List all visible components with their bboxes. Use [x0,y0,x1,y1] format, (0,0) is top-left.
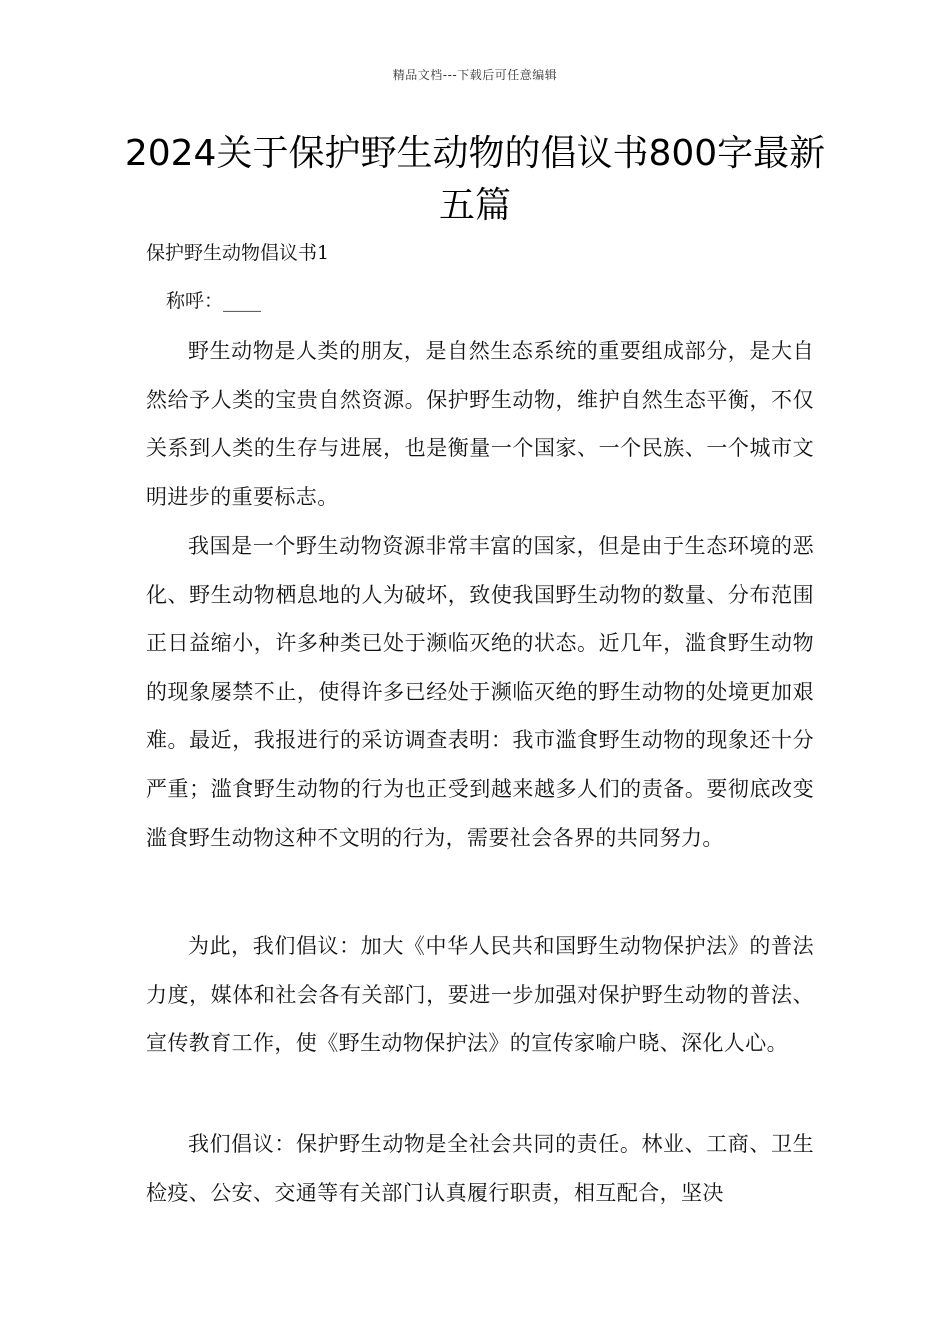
body-paragraph: 为此，我们倡议：加大《中华人民共和国野生动物保护法》的普法力度，媒体和社会各有关部门，要进一步加强对保护野生动物的普法、宣传教育工作，使《野生动物保护法》的宣传家喻户晓、深化人心。 [146,934,814,1056]
body-paragraph: 我国是一个野生动物资源非常丰富的国家，但是由于生态环境的恶化、野生动物栖息地的人为破坏，致使我国野生动物的数量、分布范围正日益缩小，许多种类已处于濒临灭绝的状态。近几年，滥食野生动物的现象屡禁不止，使得许多已经处于濒临灭绝的野生动物的处境更加艰难。最近，我报进行的采访调查表明：我市滥食野生动物的现象还十分严重；滥食野生动物的行为也正受到越来越多人们的责备。要彻底改变滥食野生动物这种不文明的行为，需要社会各界的共同努力。 [146,534,814,850]
body-paragraph: 野生动物是人类的朋友，是自然生态系统的重要组成部分，是大自然给予人类的宝贵自然资源。保护野生动物，维护自然生态平衡，不仅关系到人类的生存与进展，也是衡量一个国家、一个民族、一个城市文明进步的重要标志。 [146,339,814,509]
section-subheading: 保护野生动物倡议书1 [146,242,330,264]
body-paragraph: 我们倡议：保护野生动物是全社会共同的责任。林业、工商、卫生检疫、公安、交通等有关部门认真履行职责，相互配合，坚决 [146,1132,814,1205]
salutation-line: 称呼：____ [166,290,262,312]
header-note: 精品文档---下载后可任意编辑 [392,68,558,82]
document-title: 2024关于保护野生动物的倡议书800字最新五篇 [124,133,826,226]
